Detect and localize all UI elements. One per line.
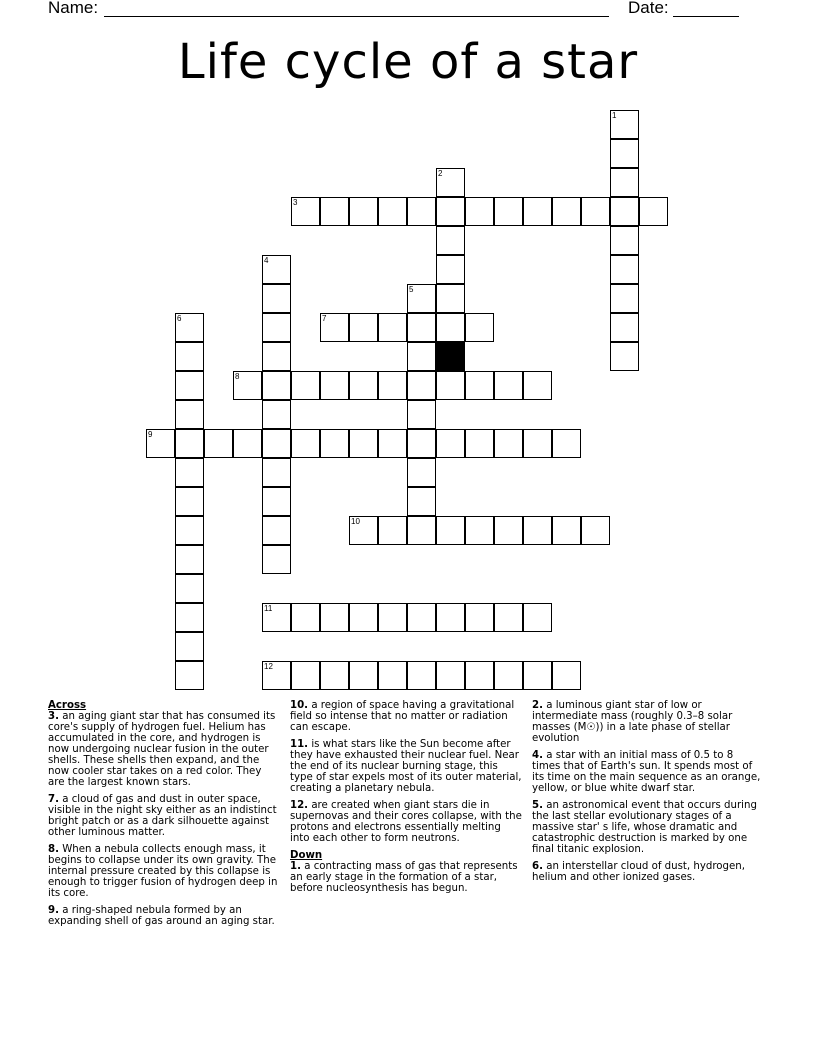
cell-number: 6 bbox=[177, 314, 182, 323]
clues-column-3 bbox=[532, 700, 762, 889]
grid-cell[interactable] bbox=[320, 371, 349, 400]
grid-cell[interactable] bbox=[233, 429, 262, 458]
grid-cell[interactable] bbox=[436, 197, 465, 226]
grid-cell[interactable] bbox=[175, 342, 204, 371]
grid-cell[interactable] bbox=[436, 661, 465, 690]
clue-down-6: 6. an interstellar cloud of dust, hydrogen, helium and other ionized gases. bbox=[532, 861, 745, 883]
grid-cell[interactable] bbox=[465, 661, 494, 690]
grid-cell[interactable] bbox=[262, 371, 291, 400]
grid-cell[interactable] bbox=[581, 197, 610, 226]
down-heading: Down bbox=[290, 850, 323, 861]
grid-cell[interactable] bbox=[465, 516, 494, 545]
grid-cell[interactable] bbox=[407, 197, 436, 226]
grid-cell[interactable] bbox=[175, 603, 204, 632]
grid-cell[interactable] bbox=[407, 661, 436, 690]
grid-cell[interactable] bbox=[262, 313, 291, 342]
grid-cell[interactable] bbox=[320, 429, 349, 458]
clue-across-9: 9. a ring-shaped nebula formed by an expanding shell of gas around an aging star. bbox=[48, 905, 275, 927]
grid-cell[interactable] bbox=[494, 371, 523, 400]
grid-cell[interactable] bbox=[320, 313, 349, 342]
grid-cell[interactable] bbox=[407, 342, 436, 371]
grid-cell[interactable] bbox=[262, 400, 291, 429]
grid-cell[interactable] bbox=[175, 516, 204, 545]
name-label: Name: bbox=[48, 0, 99, 17]
cell-number: 10 bbox=[351, 517, 360, 526]
cell-number: 5 bbox=[409, 285, 414, 294]
cell-number: 1 bbox=[612, 111, 617, 120]
clue-across-8: 8. When a nebula collects enough mass, it begins to collapse under its own gravity. The internal pressure created by this collapse is enough to trigger fusion of hydrogen deep in its core. bbox=[48, 844, 278, 899]
grid-cell[interactable] bbox=[175, 313, 204, 342]
grid-cell[interactable] bbox=[291, 429, 320, 458]
grid-cell-black bbox=[436, 342, 465, 371]
grid-cell[interactable] bbox=[175, 574, 204, 603]
grid-cell[interactable] bbox=[204, 429, 233, 458]
clue-down-1: 1. a contracting mass of gas that represents an early stage in the formation of a star, before nucleosynthesis has begun. bbox=[290, 861, 518, 894]
grid-cell[interactable] bbox=[494, 661, 523, 690]
grid-cell[interactable] bbox=[436, 255, 465, 284]
grid-cell[interactable] bbox=[523, 603, 552, 632]
grid-cell[interactable] bbox=[291, 371, 320, 400]
cell-number: 4 bbox=[264, 256, 269, 265]
grid-cell[interactable] bbox=[552, 197, 581, 226]
clues-column-1 bbox=[48, 700, 280, 933]
grid-cell[interactable] bbox=[378, 661, 407, 690]
grid-cell[interactable] bbox=[610, 284, 639, 313]
grid-cell[interactable] bbox=[407, 516, 436, 545]
grid-cell[interactable] bbox=[262, 255, 291, 284]
grid-cell[interactable] bbox=[378, 516, 407, 545]
grid-cell[interactable] bbox=[262, 603, 291, 632]
grid-cell[interactable] bbox=[465, 603, 494, 632]
grid-cell[interactable] bbox=[610, 168, 639, 197]
clue-across-10: 10. a region of space having a gravitational field so intense that no matter or radiation can escape. bbox=[290, 700, 515, 733]
grid-cell[interactable] bbox=[436, 168, 465, 197]
grid-cell[interactable] bbox=[175, 661, 204, 690]
grid-cell[interactable] bbox=[494, 197, 523, 226]
grid-cell[interactable] bbox=[175, 429, 204, 458]
grid-cell[interactable] bbox=[465, 371, 494, 400]
grid-cell[interactable] bbox=[436, 603, 465, 632]
date-label: Date: bbox=[628, 0, 669, 17]
grid-cell[interactable] bbox=[291, 603, 320, 632]
cell-number: 11 bbox=[264, 604, 273, 613]
grid-cell[interactable] bbox=[436, 313, 465, 342]
grid-cell[interactable] bbox=[436, 226, 465, 255]
cell-number: 7 bbox=[322, 314, 327, 323]
grid-cell[interactable] bbox=[610, 197, 639, 226]
clue-down-4: 4. a star with an initial mass of 0.5 to 8 times that of Earth's sun. It spends most of its time on the main sequence as an orange, yellow, or blue white dwarf star. bbox=[532, 750, 761, 794]
grid-cell[interactable] bbox=[610, 342, 639, 371]
grid-cell[interactable] bbox=[175, 487, 204, 516]
grid-cell[interactable] bbox=[175, 400, 204, 429]
grid-cell[interactable] bbox=[349, 429, 378, 458]
grid-cell[interactable] bbox=[610, 110, 639, 139]
grid-cell[interactable] bbox=[175, 458, 204, 487]
clue-down-5: 5. an astronomical event that occurs during the last stellar evolutionary stages of a massive star' s life, whose dramatic and catastrophic destruction is marked by one final titanic explosion. bbox=[532, 800, 757, 855]
grid-cell[interactable] bbox=[349, 313, 378, 342]
grid-cell[interactable] bbox=[233, 371, 262, 400]
clue-across-12: 12. are created when giant stars die in supernovas and their cores collapse, with the protons and electrons essentially melting into each other to form neutrons. bbox=[290, 800, 522, 844]
grid-cell[interactable] bbox=[639, 197, 668, 226]
cell-number: 2 bbox=[438, 169, 443, 178]
grid-cell[interactable] bbox=[349, 197, 378, 226]
grid-cell[interactable] bbox=[465, 197, 494, 226]
grid-cell[interactable] bbox=[407, 429, 436, 458]
page-title: Life cycle of a star bbox=[177, 34, 639, 90]
grid-cell[interactable] bbox=[320, 661, 349, 690]
grid-cell[interactable] bbox=[146, 429, 175, 458]
grid-cell[interactable] bbox=[494, 429, 523, 458]
grid-cell[interactable] bbox=[610, 139, 639, 168]
grid-cell[interactable] bbox=[291, 661, 320, 690]
grid-cell[interactable] bbox=[552, 661, 581, 690]
grid-cell[interactable] bbox=[523, 429, 552, 458]
grid-cell[interactable] bbox=[349, 371, 378, 400]
grid-cell[interactable] bbox=[523, 661, 552, 690]
grid-cell[interactable] bbox=[175, 632, 204, 661]
grid-cell[interactable] bbox=[349, 661, 378, 690]
grid-cell[interactable] bbox=[465, 429, 494, 458]
grid-cell[interactable] bbox=[407, 603, 436, 632]
grid-cell[interactable] bbox=[436, 371, 465, 400]
grid-cell[interactable] bbox=[610, 255, 639, 284]
grid-cell[interactable] bbox=[320, 197, 349, 226]
grid-cell[interactable] bbox=[407, 371, 436, 400]
grid-cell[interactable] bbox=[552, 516, 581, 545]
grid-cell[interactable] bbox=[262, 284, 291, 313]
grid-cell[interactable] bbox=[262, 487, 291, 516]
cell-number: 9 bbox=[148, 430, 153, 439]
grid-cell[interactable] bbox=[407, 313, 436, 342]
grid-cell[interactable] bbox=[465, 313, 494, 342]
grid-cell[interactable] bbox=[610, 313, 639, 342]
grid-cell[interactable] bbox=[407, 400, 436, 429]
grid-cell[interactable] bbox=[523, 197, 552, 226]
grid-cell[interactable] bbox=[262, 342, 291, 371]
grid-cell[interactable] bbox=[349, 603, 378, 632]
clues-column-2 bbox=[290, 700, 522, 900]
cell-number: 12 bbox=[264, 662, 273, 671]
grid-cell[interactable] bbox=[436, 429, 465, 458]
grid-cell[interactable] bbox=[436, 284, 465, 313]
grid-cell[interactable] bbox=[262, 661, 291, 690]
clue-across-7: 7. a cloud of gas and dust in outer space, visible in the night sky either as an indistinct bright patch or as a dark silhouette against other luminous matter. bbox=[48, 794, 277, 838]
grid-cell[interactable] bbox=[262, 429, 291, 458]
grid-cell[interactable] bbox=[378, 197, 407, 226]
grid-cell[interactable] bbox=[552, 429, 581, 458]
grid-cell[interactable] bbox=[523, 371, 552, 400]
clue-across-11: 11. is what stars like the Sun become after they have exhausted their nuclear fuel. Near the end of its nuclear burning stage, this type of star expels most of its outer material, creating a planetary nebula. bbox=[290, 739, 522, 794]
grid-cell[interactable] bbox=[378, 371, 407, 400]
grid-cell[interactable] bbox=[610, 226, 639, 255]
grid-cell[interactable] bbox=[175, 545, 204, 574]
grid-cell[interactable] bbox=[407, 458, 436, 487]
grid-cell[interactable] bbox=[320, 603, 349, 632]
grid-cell[interactable] bbox=[175, 371, 204, 400]
grid-cell[interactable] bbox=[378, 429, 407, 458]
grid-cell[interactable] bbox=[262, 516, 291, 545]
clue-down-2: 2. a luminous giant star of low or intermediate mass (roughly 0.3–8 solar masses (M☉)) in a late phase of stellar evolution bbox=[532, 700, 733, 744]
grid-cell[interactable] bbox=[523, 516, 552, 545]
grid-cell[interactable] bbox=[494, 603, 523, 632]
grid-cell[interactable] bbox=[494, 516, 523, 545]
grid-cell[interactable] bbox=[581, 516, 610, 545]
grid-cell[interactable] bbox=[349, 516, 378, 545]
across-heading: Across bbox=[48, 700, 87, 711]
grid-cell[interactable] bbox=[378, 603, 407, 632]
grid-cell[interactable] bbox=[262, 458, 291, 487]
cell-number: 3 bbox=[293, 198, 298, 207]
grid-cell[interactable] bbox=[407, 284, 436, 313]
grid-cell[interactable] bbox=[436, 516, 465, 545]
clue-across-3: 3. an aging giant star that has consumed its core's supply of hydrogen fuel. Helium has accumulated in the core, and hydrogen is now undergoing nuclear fusion in the outer shells. These shells then expand, and the now cooler star takes on a red color. They are the largest known stars. bbox=[48, 711, 276, 788]
grid-cell[interactable] bbox=[262, 545, 291, 574]
grid-cell[interactable] bbox=[291, 197, 320, 226]
grid-cell[interactable] bbox=[407, 487, 436, 516]
grid-cell[interactable] bbox=[378, 313, 407, 342]
cell-number: 8 bbox=[235, 372, 240, 381]
